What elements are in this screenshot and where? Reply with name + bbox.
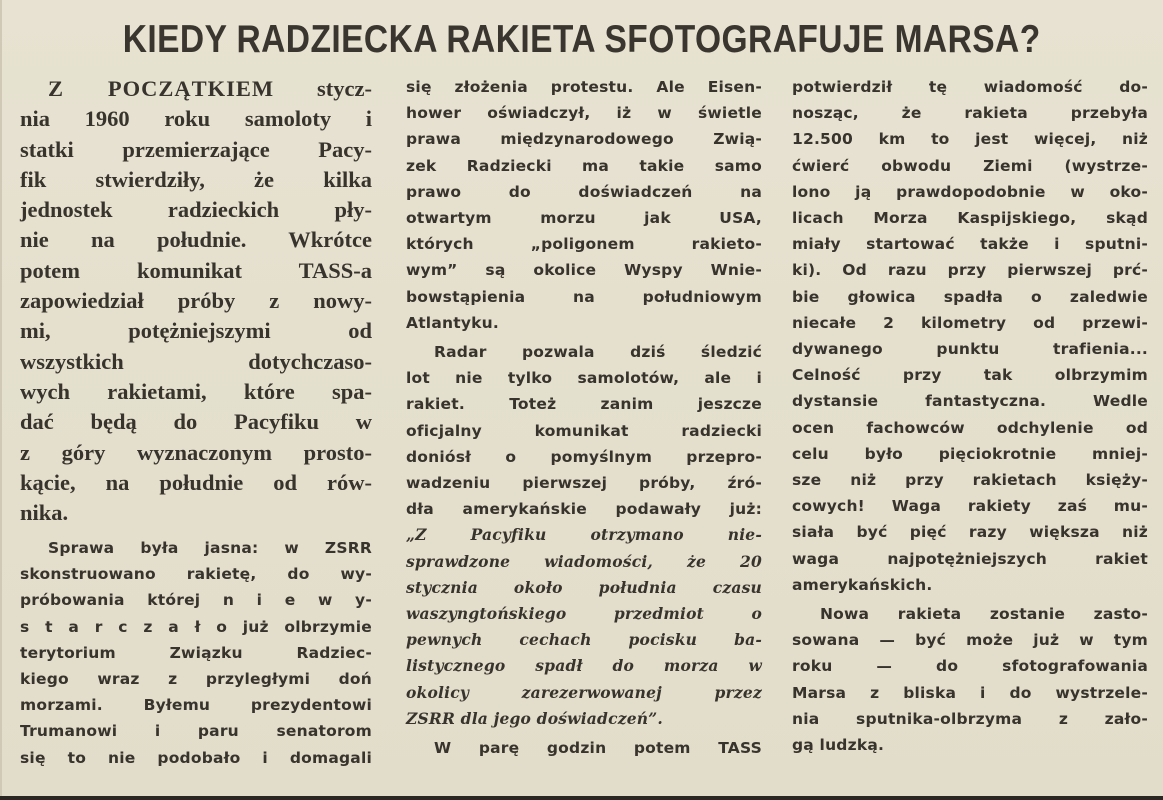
lead-words: Z POCZĄTKIEM	[48, 76, 275, 101]
text-line: nia 1960 roku samoloty i	[20, 106, 372, 132]
text-line: lot nie tylko samolotów, ale i	[406, 369, 762, 388]
text-line: waga najpotężniejszych rakiet	[792, 549, 1148, 568]
text-line: wadzeniu pierwszej próby, źró-	[406, 474, 762, 493]
text-line: z góry wyznaczonym prosto-	[20, 439, 372, 465]
text-line: oficjalny komunikat radziecki	[406, 421, 762, 440]
text-line: Trumanowi i paru senatorom	[20, 722, 372, 741]
text-line: skonstruowano rakietę, do wy-	[20, 565, 372, 584]
text-line: nika.	[20, 500, 69, 526]
text-line: dywanego punktu trafienia...	[792, 340, 1148, 359]
page-edge	[0, 0, 2, 800]
text-line: gą ludzką.	[792, 736, 885, 755]
text-line: W parę godzin potem TASS	[434, 739, 762, 758]
text-line: Celność przy tak olbrzymim	[792, 366, 1148, 385]
text-line: doniósł o pomyślnym przepro-	[406, 447, 762, 466]
text-line: ocen fachowców odchylenie od	[792, 418, 1148, 437]
text-line: Nowa rakieta zostanie zasto-	[820, 605, 1148, 624]
text-line: morzami. Byłemu prezydentowi	[20, 696, 372, 715]
text-line: celu było pięciokrotnie mniej-	[792, 444, 1148, 463]
text-line: rakiet. Toteż zanim jeszcze	[406, 395, 762, 414]
text-line: hower oświadczył, iż w świetle	[406, 104, 762, 123]
text-line: statki przemierzające Pacy-	[20, 136, 372, 162]
text-line: ZSRR dla jego doświadczeń”.	[406, 708, 663, 728]
column-1-body	[20, 535, 372, 771]
text-line: dła amerykańskie podawały już:	[406, 500, 762, 519]
text-line: dać będą do Pacyfiku w	[20, 409, 372, 435]
text-line: Radar pozwala dziś śledzić	[434, 343, 762, 362]
text-fragment: stycz-	[274, 76, 372, 101]
text-line: których „poligonem rakieto-	[406, 235, 762, 254]
text-line: ćwierć obwodu Ziemi (wystrze-	[792, 156, 1148, 175]
text-line: listycznego spadł do morza w	[406, 656, 762, 676]
text-line: nie na południe. Wkrótce	[20, 227, 372, 253]
text-line: sprawdzone wiadomości, że 20	[406, 551, 762, 571]
text-line: amerykańskich.	[792, 575, 933, 594]
text-line: Sprawa była jasna: w ZSRR	[48, 539, 372, 557]
text-line	[20, 74, 372, 104]
column-1-intro	[20, 74, 372, 528]
text-line: jednostek radzieckich pły-	[20, 197, 372, 223]
text-line: zek Radziecki ma takie samo	[406, 156, 762, 175]
column-2	[406, 74, 762, 761]
bottom-border	[0, 796, 1163, 800]
text-line: kiego wraz z przyległymi doń	[20, 670, 372, 689]
headline-text: KIEDY RADZIECKA RAKIETA SFOTOGRAFUJE MARSA?	[122, 18, 1041, 61]
text-line: pewnych cechach pocisku ba-	[406, 630, 762, 650]
text-line: bie głowica spadła o zaledwie	[792, 287, 1148, 306]
text-line: lono ją prawdopodobnie w oko-	[792, 182, 1148, 201]
text-line: bowstąpienia na południowym	[406, 287, 762, 306]
text-line: otwartym morzu jak USA,	[406, 209, 762, 228]
headline	[0, 18, 1163, 62]
text-line: kącie, na południe od rów-	[20, 469, 372, 495]
text-line: 12.500 km to jest więcej, niż	[792, 130, 1148, 149]
text-line: Marsa z bliska i do wystrzele-	[792, 683, 1148, 702]
text-line: waszyngtońskiego przedmiot o	[406, 604, 762, 624]
text-line: s t a r c z a ł o już olbrzymie	[20, 617, 372, 636]
text-line: się złożenia protestu. Ale Eisen-	[406, 78, 762, 96]
text-line: zapowiedział próby z nowy-	[20, 288, 372, 314]
text-line: fik stwierdziły, że kilka	[20, 166, 372, 192]
text-line: prawo do doświadczeń na	[406, 182, 762, 201]
text-line: stycznia około południa czasu	[406, 577, 762, 597]
text-line: terytorium Związku Radziec-	[20, 643, 372, 662]
text-line: sze niż przy rakietach księży-	[792, 471, 1148, 490]
text-line: Atlantyku.	[406, 313, 499, 332]
column-3	[792, 74, 1148, 758]
text-line: sowana — być może już w tym	[792, 631, 1148, 650]
text-line: potwierdził tę wiadomość do-	[792, 78, 1148, 96]
text-line: licach Morza Kaspijskiego, skąd	[792, 209, 1148, 228]
text-line: wych rakietami, które spa-	[20, 378, 372, 404]
text-line: wym” są okolice Wyspy Wnie-	[406, 261, 762, 280]
text-line: cowych! Waga rakiety zaś mu-	[792, 497, 1148, 516]
text-line: dystansie fantastyczna. Wedle	[792, 392, 1148, 411]
text-line: „Z Pacyfiku otrzymano nie-	[406, 525, 762, 545]
text-line: próbowania której n i e w y-	[20, 591, 372, 610]
text-line: ki). Od razu przy pierwszej prć-	[792, 261, 1148, 280]
text-line: okolicy zarezerwowanej przez	[406, 682, 762, 702]
text-line: prawa międzynarodowego Zwią-	[406, 130, 762, 149]
text-line: się to nie podobało i domagali	[20, 748, 372, 767]
text-line: niecałe 2 kilometry od przewi-	[792, 313, 1148, 332]
text-line: miały startować także i sputni-	[792, 235, 1148, 254]
text-line: nosząc, że rakieta przebyła	[792, 104, 1148, 123]
text-line: nia sputnika-olbrzyma z zało-	[792, 709, 1148, 728]
text-line: roku — do sfotografowania	[792, 657, 1148, 676]
text-line: mi, potężniejszymi od	[20, 318, 372, 344]
text-line: potem komunikat TASS-a	[20, 257, 372, 283]
text-line: siała być pięć razy większa niż	[792, 523, 1148, 542]
text-line: wszystkich dotychczaso-	[20, 348, 372, 374]
